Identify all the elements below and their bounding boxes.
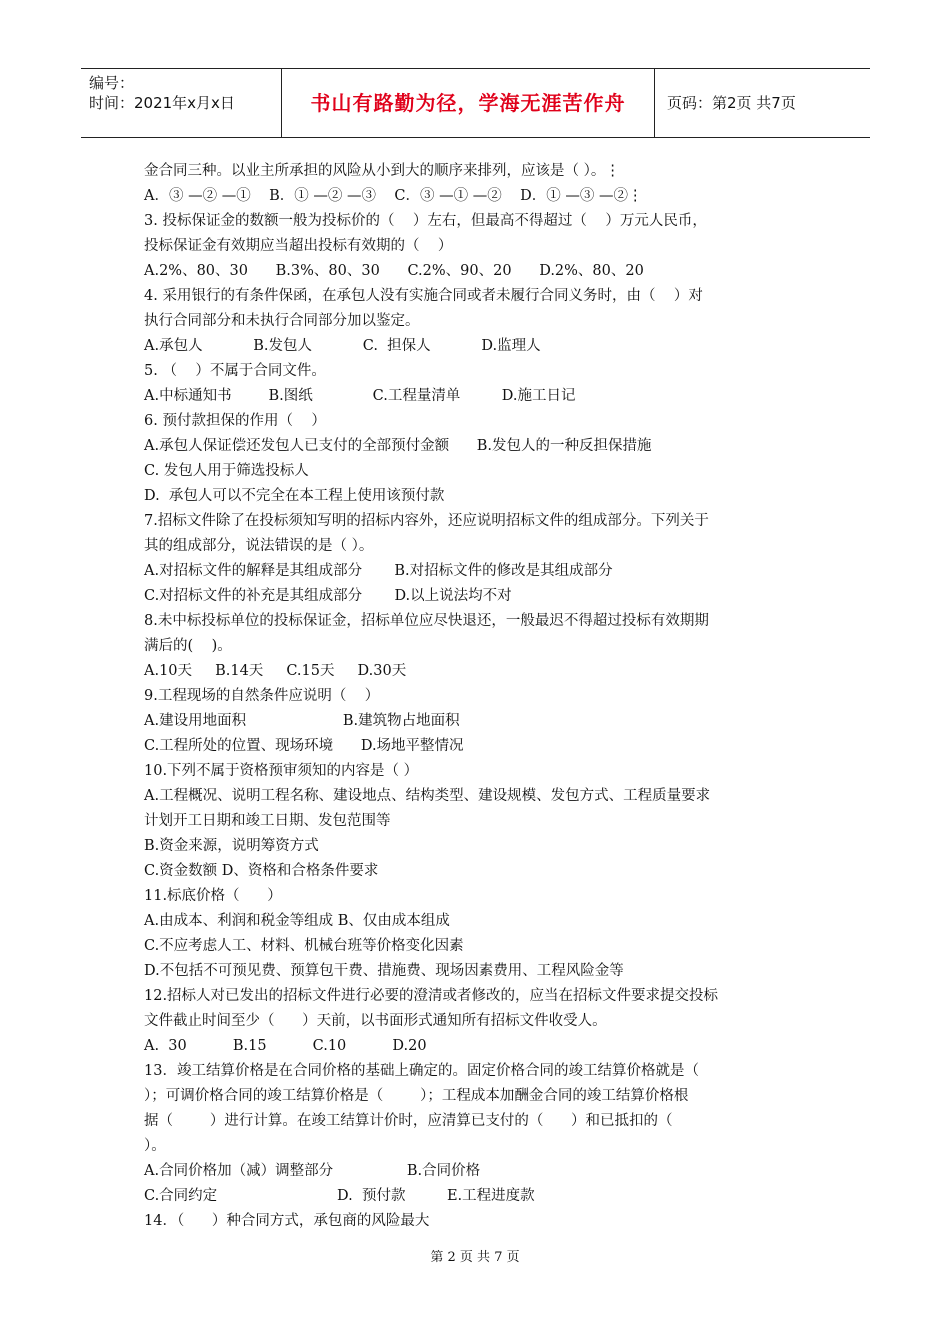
document-number-label: 编号： xyxy=(89,74,135,92)
document-line: C.资金数额 D、资格和合格条件要求 xyxy=(144,863,379,879)
header-meta-cell xyxy=(81,69,282,137)
document-line: 11.标底价格（ ） xyxy=(144,888,282,904)
document-line: D. 承包人可以不完全在本工程上使用该预付款 xyxy=(144,488,445,504)
document-line: B.资金来源，说明筹资方式 xyxy=(144,838,319,854)
document-line: A.建设用地面积 B.建筑物占地面积 xyxy=(144,713,460,729)
document-line: 10.下列不属于资格预审须知的内容是（ ） xyxy=(144,763,419,779)
document-line: 满后的( )。 xyxy=(144,638,232,654)
document-line: 金合同三种。以业主所承担的风险从小到大的顺序来排列，应该是（ ）。⋮ xyxy=(144,163,620,179)
document-line: A.工程概况、说明工程名称、建设地点、结构类型、建设规模、发包方式、工程质量要求 xyxy=(144,788,711,804)
document-line: ）。 xyxy=(144,1138,166,1154)
page-header xyxy=(81,68,870,138)
document-line: 8.未中标投标单位的投标保证金，招标单位应尽快退还，一般最迟不得超过投标有效期期 xyxy=(144,613,709,629)
document-line: 9.工程现场的自然条件应说明（ ） xyxy=(144,688,380,704)
document-line: 14．（ ）种合同方式，承包商的风险最大 xyxy=(144,1213,430,1229)
document-line: A. 30 B.15 C.10 D.20 xyxy=(144,1038,427,1054)
document-line: C.不应考虑人工、材料、机械台班等价格变化因素 xyxy=(144,938,464,954)
document-line: C.合同约定 D. 预付款 E.工程进度款 xyxy=(144,1188,535,1204)
document-line: C. 发包人用于筛选投标人 xyxy=(144,463,309,479)
document-line: C.对招标文件的补充是其组成部分 D.以上说法均不对 xyxy=(144,588,512,604)
document-line: A.承包人保证偿还发包人已支付的全部预付金额 B.发包人的一种反担保措施 xyxy=(144,438,652,454)
document-line: 3. 投标保证金的数额一般为投标价的（ ）左右，但最高不得超过（ ）万元人民币， xyxy=(144,213,707,229)
document-line: A.10天 B.14天 C.15天 D.30天 xyxy=(144,663,407,679)
document-line: 6. 预付款担保的作用（ ） xyxy=(144,413,326,429)
document-line: A．③ —② —① B．① —② —③ C．③ —① —② D．① —③ —②⋮ xyxy=(144,188,643,204)
document-line: 计划开工日期和竣工日期、发包范围等 xyxy=(144,813,391,829)
document-line: 执行合同部分和未执行合同部分加以鉴定。 xyxy=(144,313,420,329)
header-motto-cell xyxy=(282,69,655,137)
page-footer: 第 2 页 共 7 页 xyxy=(430,1250,520,1265)
document-line: 文件截止时间至少（ ）天前，以书面形式通知所有招标文件收受人。 xyxy=(144,1013,607,1029)
document-line: C.工程所处的位置、现场环境 D.场地平整情况 xyxy=(144,738,464,754)
document-line: 4. 采用银行的有条件保函，在承包人没有实施合同或者未履行合同义务时，由（ ）对 xyxy=(144,288,703,304)
document-line: A.合同价格加（减）调整部分 B.合同价格 xyxy=(144,1163,481,1179)
document-line: A.由成本、利润和税金等组成 B、仅由成本组成 xyxy=(144,913,450,929)
document-line: 据（ ）进行计算。在竣工结算计价时，应清算已支付的（ ）和已抵扣的（ xyxy=(144,1113,673,1129)
document-line: ）；可调价格合同的竣工结算价格是（ ）；工程成本加酬金合同的竣工结算价格根 xyxy=(144,1088,689,1104)
document-line: 7.招标文件除了在投标须知写明的招标内容外，还应说明招标文件的组成部分。下列关于 xyxy=(144,513,709,529)
document-line: 13．竣工结算价格是在合同价格的基础上确定的。固定价格合同的竣工结算价格就是（ xyxy=(144,1063,699,1079)
header-motto: 书山有路勤为径，学海无涯苦作舟 xyxy=(310,91,626,115)
header-page-info: 页码：第2页 共7页 xyxy=(667,94,796,112)
document-line: 5. （ ）不属于合同文件。 xyxy=(144,363,326,379)
document-line: 投标保证金有效期应当超出投标有效期的（ ） xyxy=(144,238,453,254)
document-line: A.2%、80、30 B.3%、80、30 C.2%、90、20 D.2%、80、20 xyxy=(144,263,644,279)
document-line: A.对招标文件的解释是其组成部分 B.对招标文件的修改是其组成部分 xyxy=(144,563,613,579)
document-line: 其的组成部分，说法错误的是（ ）。 xyxy=(144,538,374,554)
document-date-label: 时间：2021年x月x日 xyxy=(89,94,235,112)
document-line: D.不包括不可预见费、预算包干费、措施费、现场因素费用、工程风险金等 xyxy=(144,963,624,979)
header-page-cell xyxy=(655,69,870,137)
document-line: 12.招标人对已发出的招标文件进行必要的澄清或者修改的，应当在招标文件要求提交投标 xyxy=(144,988,719,1004)
document-body xyxy=(144,159,814,1234)
document-line: A.中标通知书 B.图纸 C.工程量清单 D.施工日记 xyxy=(144,388,576,404)
document-line: A.承包人 B.发包人 C. 担保人 D.监理人 xyxy=(144,338,541,354)
